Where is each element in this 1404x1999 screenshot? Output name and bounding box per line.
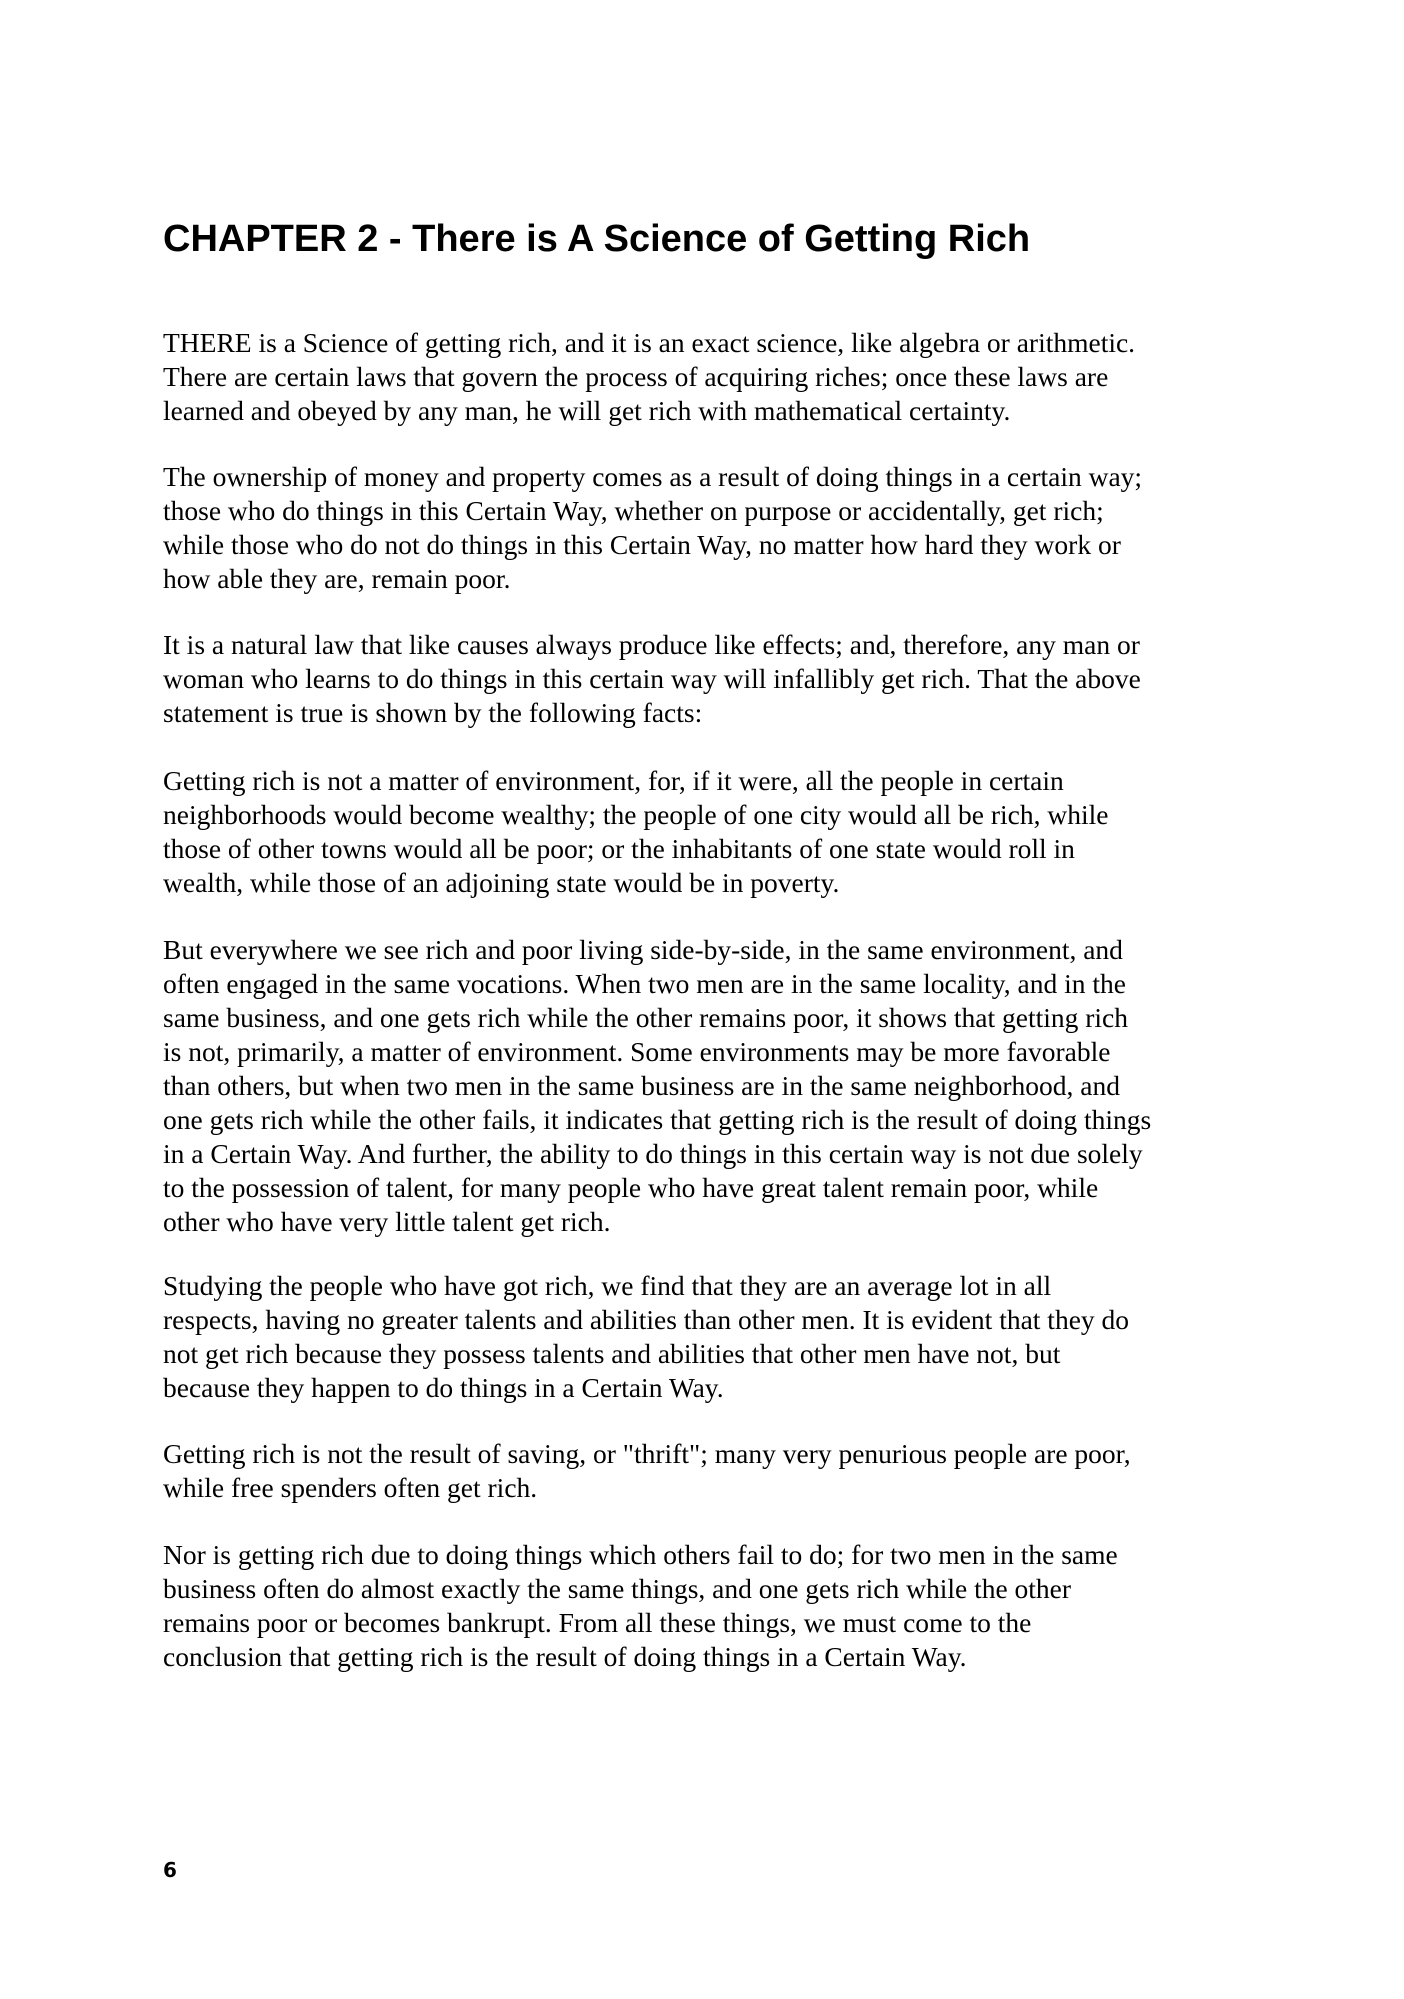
text-line: It is a natural law that like causes always produce like effects; and, therefore, any man or (163, 629, 1140, 660)
text-line: while those who do not do things in this Certain Way, no matter how hard they work or (163, 529, 1121, 560)
text-line: statement is true is shown by the following facts: (163, 697, 703, 728)
text-line: those of other towns would all be poor; or the inhabitants of one state would roll in (163, 833, 1075, 864)
text-line: often engaged in the same vocations. When two men are in the same locality, and in the (163, 968, 1126, 999)
text-line: But everywhere we see rich and poor living side-by-side, in the same environment, and (163, 934, 1123, 965)
paragraph-6 (163, 1269, 1253, 1405)
paragraph-5 (163, 933, 1253, 1239)
paragraph-3 (163, 628, 1253, 730)
text-line: is not, primarily, a matter of environment. Some environments may be more favorable (163, 1036, 1111, 1067)
page-number: 6 (163, 1858, 177, 1882)
text-line: woman who learns to do things in this certain way will infallibly get rich. That the above (163, 663, 1141, 694)
text-line: Nor is getting rich due to doing things which others fail to do; for two men in the same (163, 1539, 1118, 1570)
paragraph-4 (163, 764, 1253, 900)
chapter-title: CHAPTER 2 - There is A Science of Getting Rich (163, 218, 1031, 260)
text-line: remains poor or becomes bankrupt. From all these things, we must come to the (163, 1607, 1032, 1638)
text-line: learned and obeyed by any man, he will get rich with mathematical certainty. (163, 395, 1011, 426)
text-line: those who do things in this Certain Way, whether on purpose or accidentally, get rich; (163, 495, 1104, 526)
text-line: THERE is a Science of getting rich, and it is an exact science, like algebra or arithmetic. (163, 327, 1136, 358)
paragraph-1 (163, 326, 1253, 428)
text-line: neighborhoods would become wealthy; the people of one city would all be rich, while (163, 799, 1109, 830)
text-line: There are certain laws that govern the process of acquiring riches; once these laws are (163, 361, 1109, 392)
text-line: how able they are, remain poor. (163, 563, 511, 594)
text-line: Getting rich is not a matter of environment, for, if it were, all the people in certain (163, 765, 1064, 796)
text-line: one gets rich while the other fails, it indicates that getting rich is the result of doing things (163, 1104, 1152, 1135)
text-line: not get rich because they possess talents and abilities that other men have not, but (163, 1338, 1061, 1369)
text-line: to the possession of talent, for many people who have great talent remain poor, while (163, 1172, 1099, 1203)
text-line: because they happen to do things in a Certain Way. (163, 1372, 724, 1403)
text-line: while free spenders often get rich. (163, 1472, 538, 1503)
text-line: The ownership of money and property comes as a result of doing things in a certain way; (163, 461, 1143, 492)
text-line: in a Certain Way. And further, the ability to do things in this certain way is not due solely (163, 1138, 1143, 1169)
text-line: other who have very little talent get rich. (163, 1206, 611, 1237)
text-line: respects, having no greater talents and abilities than other men. It is evident that they do (163, 1304, 1130, 1335)
paragraph-8 (163, 1538, 1253, 1674)
text-line: Getting rich is not the result of saving, or "thrift"; many very penurious people are poor, (163, 1438, 1131, 1469)
text-line: conclusion that getting rich is the result of doing things in a Certain Way. (163, 1641, 967, 1672)
paragraph-7 (163, 1437, 1253, 1505)
text-line: than others, but when two men in the same business are in the same neighborhood, and (163, 1070, 1120, 1101)
text-line: Studying the people who have got rich, we find that they are an average lot in all (163, 1270, 1052, 1301)
text-line: same business, and one gets rich while the other remains poor, it shows that getting rich (163, 1002, 1129, 1033)
text-line: business often do almost exactly the same things, and one gets rich while the other (163, 1573, 1072, 1604)
text-line: wealth, while those of an adjoining state would be in poverty. (163, 867, 840, 898)
paragraph-2 (163, 460, 1253, 596)
